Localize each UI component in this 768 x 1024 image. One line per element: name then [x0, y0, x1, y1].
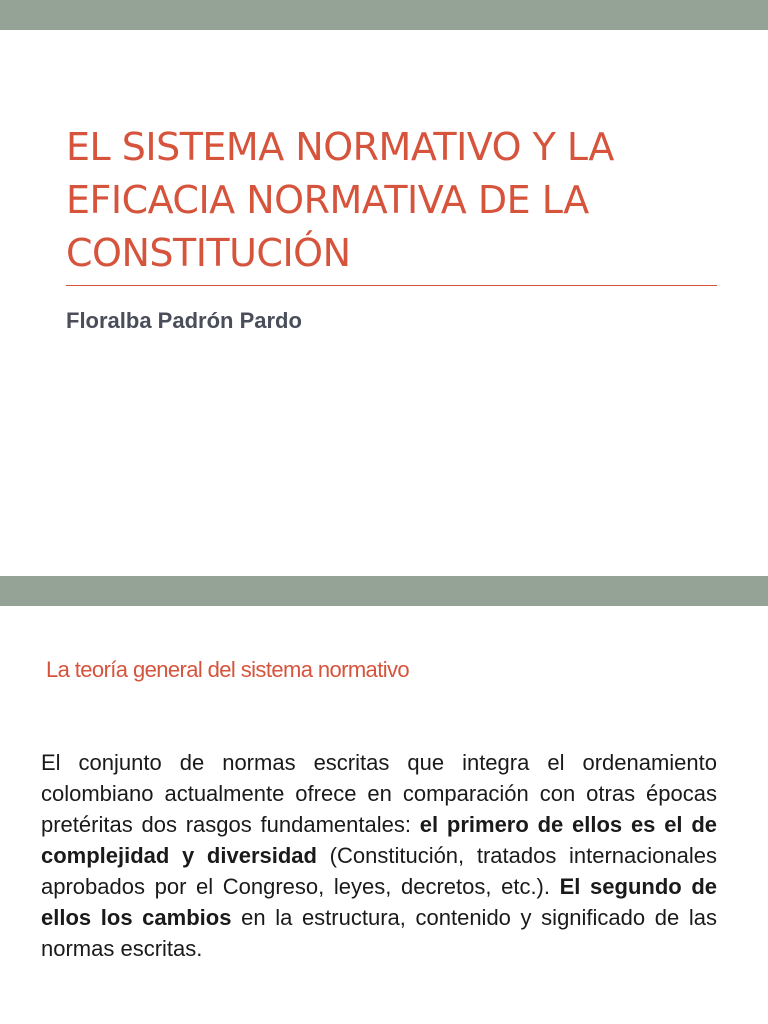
slide-2-header-band	[0, 576, 768, 606]
body-paragraph	[41, 747, 717, 964]
author-name: Floralba Padrón Pardo	[66, 308, 302, 333]
slide-title: EL SISTEMA NORMATIVO Y LA EFICACIA NORMATIVA DE LA CONSTITUCIÓN	[66, 125, 614, 275]
slide-heading: La teoría general del sistema normativo	[46, 657, 410, 682]
paragraph-text-1: El conjunto de normas escritas que integra el ordenamiento colombiano actualmente ofrece en comparación con otras épocas pretéritas dos rasgos fundamentales:	[41, 750, 717, 837]
paragraph-emphasis-1: el primero de ellos es el de complejidad y diversidad	[41, 812, 717, 868]
title-divider	[66, 285, 717, 286]
slide-2	[0, 576, 768, 1024]
paragraph-text-2: (Constitución, tratados internacionales aprobados por el Congreso, leyes, decretos, etc.).	[41, 843, 717, 899]
paragraph-emphasis-2: El segundo de ellos los cambios	[41, 874, 717, 930]
paragraph-text-3: en la estructura, contenido y significado de las normas escritas.	[41, 905, 717, 961]
slide-1-header-band	[0, 0, 768, 30]
